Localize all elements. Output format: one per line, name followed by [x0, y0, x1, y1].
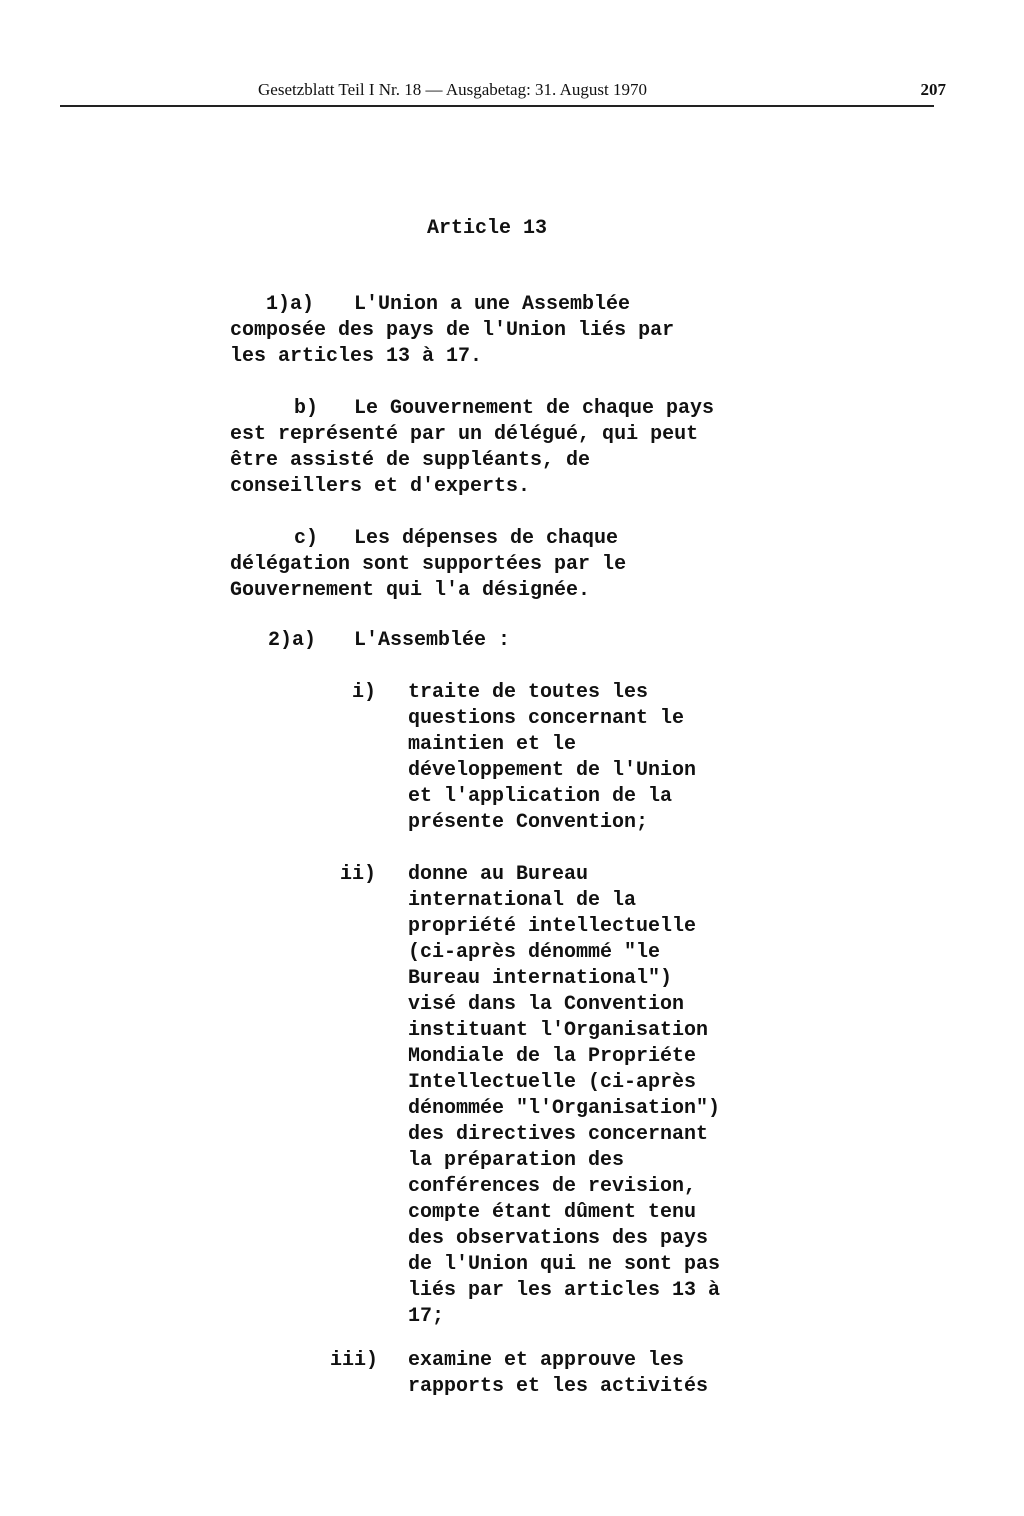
item-ii-line: des directives concernant [408, 1123, 709, 1146]
item-iii-label: iii) [330, 1349, 379, 1372]
article-title: Article 13 [426, 217, 548, 240]
item-ii-line: liés par les articles 13 à [408, 1279, 721, 1302]
item-ii-line: compte étant dûment tenu [408, 1201, 697, 1224]
item-ii-label: ii) [340, 863, 377, 886]
para-1a-line: L'Union a une Assemblée [354, 293, 631, 316]
item-ii-line: dénommée "l'Organisation") [408, 1097, 721, 1120]
para-1a-label: 1)a) [266, 293, 315, 316]
page-header [60, 78, 946, 104]
item-i-line: questions concernant le [408, 707, 685, 730]
para-1a-line: composée des pays de l'Union liés par [230, 319, 675, 342]
item-i-line: traite de toutes les [408, 681, 649, 704]
item-ii-line: Bureau international") [408, 967, 673, 990]
item-ii-line: conférences de revision, [408, 1175, 697, 1198]
item-i-line: développement de l'Union [408, 759, 697, 782]
item-ii-line: de l'Union qui ne sont pas [408, 1253, 721, 1276]
para-2a-label: 2)a) [268, 629, 317, 652]
para-1b-line: Le Gouvernement de chaque pays [354, 397, 715, 420]
header-rule [60, 105, 934, 107]
para-1c-line: Les dépenses de chaque [354, 527, 619, 550]
item-ii-line: instituant l'Organisation [408, 1019, 709, 1042]
para-1c-line: délégation sont supportées par le [230, 553, 627, 576]
item-ii-line: visé dans la Convention [408, 993, 685, 1016]
para-1a-line: les articles 13 à 17. [230, 345, 483, 368]
item-ii-line: propriété intellectuelle [408, 915, 697, 938]
item-ii-line: Intellectuelle (ci-après [408, 1071, 697, 1094]
item-ii-line: la préparation des [408, 1149, 625, 1172]
item-i-label: i) [352, 681, 377, 704]
item-iii-line: rapports et les activités [408, 1375, 709, 1398]
item-ii-line: Mondiale de la Propriéte [408, 1045, 697, 1068]
item-ii-line: des observations des pays [408, 1227, 709, 1250]
para-1b-line: être assisté de suppléants, de [230, 449, 591, 472]
item-ii-line: donne au Bureau [408, 863, 589, 886]
para-2a-text: L'Assemblée : [354, 629, 511, 652]
para-1c-label: c) [294, 527, 319, 550]
item-i-line: et l'application de la [408, 785, 673, 808]
para-1b-line: est représenté par un délégué, qui peut [230, 423, 699, 446]
item-i-line: maintien et le [408, 733, 577, 756]
para-1c-line: Gouvernement qui l'a désignée. [230, 579, 591, 602]
item-ii-line: international de la [408, 889, 637, 912]
para-1b-line: conseillers et d'experts. [230, 475, 531, 498]
para-1b-label: b) [294, 397, 319, 420]
header-title: Gesetzblatt Teil I Nr. 18 — Ausgabetag: 31. August 1970 [258, 80, 647, 99]
item-iii-line: examine et approuve les [408, 1349, 685, 1372]
item-ii-line: 17; [408, 1305, 445, 1328]
page-number: 207 [920, 80, 946, 99]
item-ii-line: (ci-après dénommé "le [408, 941, 661, 964]
item-i-line: présente Convention; [408, 811, 649, 834]
